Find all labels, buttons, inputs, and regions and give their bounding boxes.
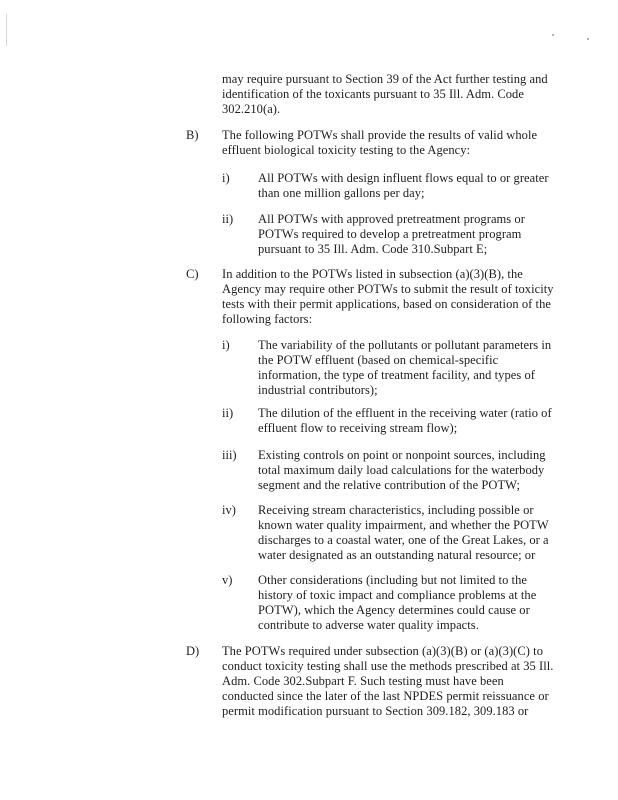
continuation-paragraph: may require pursuant to Section 39 of the Act further testing and identification of the toxicants pursuant to 35 Ill. Adm. Code 302.210(a).	[222, 72, 548, 116]
section-c-label: C)	[186, 267, 199, 281]
section-c-text: In addition to the POTWs listed in subsection (a)(3)(B), the Agency may require other POTWs to submit the result of toxicity tests with their permit applications, based on consideration of the following factors:	[222, 267, 554, 326]
section-b-item-ii-label: ii)	[222, 212, 234, 226]
section-c-item-iv-label: iv)	[222, 503, 236, 517]
section-b-item-ii-text: All POTWs with approved pretreatment programs or POTWs required to develop a pretreatment program pursuant to 35 Ill. Adm. Code 310.Subpart E;	[258, 212, 525, 256]
section-d-text: The POTWs required under subsection (a)(3)(B) or (a)(3)(C) to conduct toxicity testing shall use the methods prescribed at 35 Ill. Adm. Code 302.Subpart F. Such testing must have been conducted since the later of the last NPDES permit reissuance or permit modification pursuant to Section 309.182, 309.183 or	[222, 644, 554, 718]
section-b-item-i-text: All POTWs with design influent flows equal to or greater than one million gallons per day;	[258, 171, 549, 200]
section-b-item-i-label: i)	[222, 171, 230, 185]
scan-speck	[587, 38, 589, 40]
section-c-item-i-label: i)	[222, 338, 230, 352]
section-c-item-ii-text: The dilution of the effluent in the receiving water (ratio of effluent flow to receiving stream flow);	[258, 406, 552, 435]
section-c-item-iii-text: Existing controls on point or nonpoint sources, including total maximum daily load calculations for the waterbody segment and the relative contribution of the POTW;	[258, 448, 546, 492]
section-c-item-v-label: v)	[222, 573, 233, 587]
section-c-item-i-text: The variability of the pollutants or pollutant parameters in the POTW effluent (based on chemical-specific information, the type of treatment facility, and types of industrial contributors);	[258, 338, 552, 397]
section-c-item-iii-label: iii)	[222, 448, 237, 462]
section-c-item-v-text: Other considerations (including but not limited to the history of toxic impact and compliance problems at the POTW), which the Agency determines could cause or contribute to adverse water quality impacts.	[258, 573, 537, 632]
section-d-label: D)	[186, 644, 200, 658]
scan-edge-mark	[6, 14, 7, 46]
section-b-text: The following POTWs shall provide the results of valid whole effluent biological toxicity testing to the Agency:	[222, 128, 538, 157]
scan-speck	[552, 34, 554, 36]
section-c-item-iv-text: Receiving stream characteristics, including possible or known water quality impairment, and whether the POTW discharges to a coastal water, one of the Great Lakes, or a water designated as an outstanding natural resource; or	[258, 503, 549, 562]
section-b-label: B)	[186, 128, 199, 142]
section-c-item-ii-label: ii)	[222, 406, 234, 420]
